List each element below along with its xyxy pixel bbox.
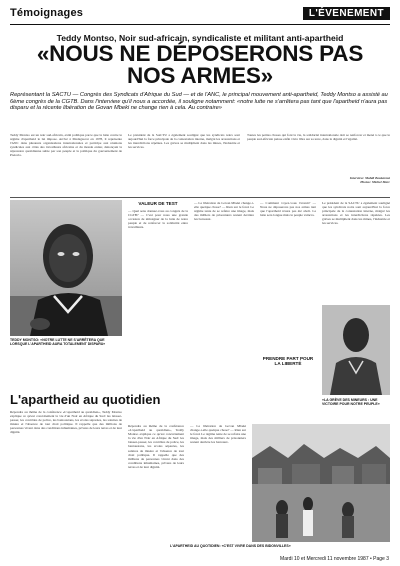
qa-column-3: — Comment voyez-vous l'avenir? — Nous ne déposerons pas nos armes tant que l'apartheid n'aura pas été aboli. La lutte sera longue mais le peuple vaincra. — [260, 201, 316, 218]
page-header — [10, 6, 390, 25]
miner-photo — [322, 305, 390, 395]
qa-heading-2: PRENDRE PART POUR LA LIBERTÉ — [262, 356, 314, 366]
article-title: «NOUS NE DÉPOSERONS PAS NOS ARMES» — [36, 41, 364, 88]
section-label: Témoignages — [10, 7, 84, 19]
page-footer: Mardi 10 et Mercredi 11 novembre 1987 • Page 3 — [280, 556, 389, 562]
section-column-3: — La libération de Govan Mbeki change-t-elle quelque chose? — Rien sur le fond. Le régime tente de se refaire une image, mais des milliers de prisonniers restent derrière les barreaux. — [190, 424, 246, 445]
section-column-2: Répondre au théme de la conférence «L'apartheid au quotidien», Teddy Montso explique ce qu'est concrètement la vie d'un Noir en Afrique du Sud: les laissez-passer, les contrôles de police, les bantoustans, les écoles séparées, les salaires de misère et l'absence de tout droit politique. Il rappelle que des millions de personnes vivent dans des conditions inhumaines, privées de leurs terres et de leur dignité. — [128, 424, 184, 469]
separator-line — [10, 197, 390, 198]
township-photo — [252, 424, 390, 542]
section-column-1: Répondre au théme de la conférence «L'apartheid au quotidien», Teddy Montso explique ce qu'est concrètement la vie d'un Noir en Afrique du Sud: les laissez-passer, les contrôles de police, les bantoustans, les écoles séparées, les salaires de misère et l'absence de tout droit politique. Il rappelle que des millions de personnes vivent dans des conditions inhumaines, privées de leurs terres et de leur dignité. — [10, 410, 122, 435]
rubric-label: L'ÉVENEMENT — [303, 7, 390, 20]
qa-column-1: — Quel sens donnez-vous au congrès de la CGTB? — C'est pour nous une grande occasion de témoigner de la lutte de notre peuple et de renforcer la solidarité entre travailleurs. — [128, 209, 188, 230]
qa-heading-1: VALEUR DE TEST — [138, 201, 178, 206]
portrait-caption: TEDDY MONTSO: «NOTRE LUTTE NE S'ARRÊTERA QUE LORSQUE L'APARTHEID AURA TOTALEMENT DISPARU» — [10, 338, 106, 347]
section-heading: L'apartheid au quotidien — [10, 392, 161, 407]
article-kicker: Teddy Montso, Noir sud-africain, syndicaliste et militant anti-apartheid — [56, 33, 344, 43]
intro-column-2: Le président de la SACTU a également souligné que les syndicats noirs sont aujourd'hui la force principale de la contestation interne, malgré les arrestations et les interdictions répétées. Les grèves se multiplient dans les mines, l'industrie et les services. — [128, 133, 240, 150]
miner-caption: «LA GRÈVE DES MINEURS : UNE VICTOIRE POUR NOTRE PEUPLE» — [322, 398, 380, 407]
interview-signature: Interview: Mahdi Boukeroui Photos: Michel Marc — [349, 176, 390, 185]
qa-column-4: Le président de la SACTU a également souligné que les syndicats noirs sont aujourd'hui la force principale de la contestation interne, malgré les arrestations et les interdictions répétées. Les grèves se multiplient dans les mines, l'industrie et les services. — [322, 201, 390, 226]
township-caption: L'APARTHEID AU QUOTIDIEN: «C'EST VIVRE DANS DES BIDONVILLES» — [170, 544, 291, 548]
portrait-photo — [10, 200, 122, 336]
qa-column-2: — La libération de Govan Mbeki change-t-elle quelque chose? — Rien sur le fond. Le régime tente de se refaire une image, mais des milliers de prisonniers restent derrière les barreaux. — [194, 201, 254, 222]
intro-column-3: Toutes les petites choses qui font la vie, la solidarité internationale doit se renforcer et mené à ce que le peuple sud-africain puisse enfin vivre libre sur sa terre, dans la dignité et l'égalité. — [247, 133, 390, 142]
intro-column-1: Teddy Montso est un noir sud-africain, exilé politique parce que la lutte contre le régime d'apartheid le lui impose. Arrivé à Madagascar en 1978, il représente l'ANC dans plusieurs organisations internationales et participe aux réunions syndicales aux côtés des travailleurs africains et du monde entier, dénonçant la répression quotidienne subie par son peuple et la politique du gouvernement de Pretoria. — [10, 133, 122, 158]
article-lead: Représentant la SACTU — Congrès des Syndicats d'Afrique du Sud — et de l'ANC, le principal mouvement anti-apartheid, Teddy Montso a assisté au 6ème congrès de la CGTB. Dans l'interview qu'il nous a accordée, il souligne notamment: «notre lutte ne s'arrêtera pas tant que l'apartheid n'aura pas disparu et la récente libération de Govan Mbeki ne change rien à cela. Au contraire» — [10, 92, 388, 112]
